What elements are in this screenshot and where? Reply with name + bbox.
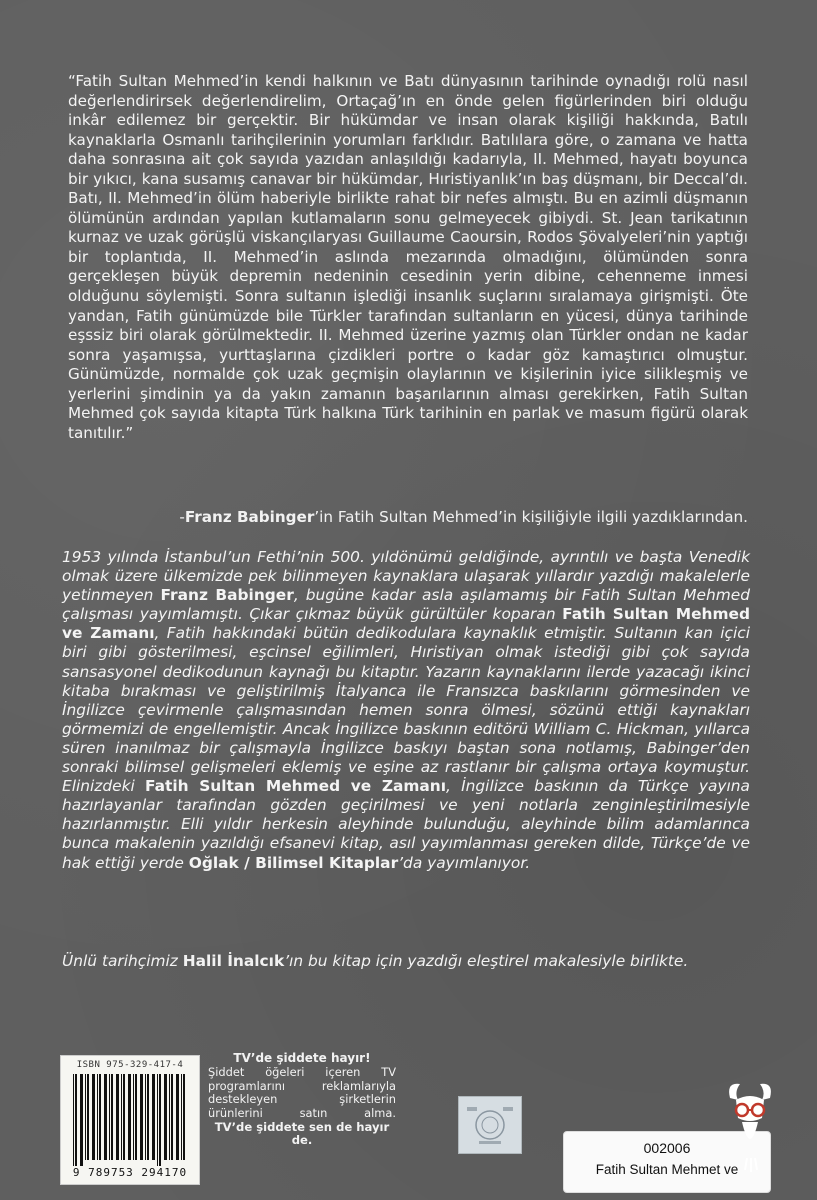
quote-attribution [68, 508, 748, 527]
description-publisher: Oğlak / Bilimsel Kitaplar [188, 853, 399, 872]
quote-source-rest: ’in Fatih Sultan Mehmed’in kişiliğiyle ilgili yazdıklarından. [314, 508, 748, 526]
book-description [62, 548, 750, 873]
tv-notice-title: TV’de şiddete hayır! [233, 1051, 371, 1065]
barcode-bar [147, 1074, 149, 1160]
barcode-bar [116, 1074, 119, 1160]
tv-notice-line: Şiddet öğeleri içeren TV [208, 1065, 396, 1080]
library-sticker-title: Fatih Sultan Mehmet ve [595, 1162, 739, 1177]
barcode-bar [181, 1074, 182, 1160]
barcode-bar [171, 1074, 173, 1160]
library-sticker-code: 002006 [643, 1140, 691, 1156]
barcode-bars-icon [71, 1074, 189, 1166]
note-historian: Halil İnalcık [182, 952, 285, 970]
description-text-2: , bugüne kadar asla aşılamamış bir Fatih Sultan Mehmed çalışması yayımlamıştı. Çıkar çıkmaz büyük gürültüler koparan [62, 586, 750, 624]
barcode-bar [75, 1074, 77, 1166]
barcode-bar [157, 1074, 158, 1166]
barcode-bar [85, 1074, 86, 1160]
barcode-bar [169, 1074, 170, 1160]
tv-notice-footer: TV’de şiddete sen de hayır de. [214, 1120, 390, 1148]
barcode-bar [73, 1074, 74, 1166]
barcode-bar [123, 1074, 125, 1160]
barcode-bar [183, 1074, 185, 1160]
back-cover-quote: “Fatih Sultan Mehmed’in kendi halkının ve Batı dünyasının tarihinde oynadığı rolü nasıl değerlendirirsek değerlendirelim, Ortaçağ’ın en önde gelen figürlerinden biri olduğu inkâr edilemez bir gerçektir. Bir hükümdar ve insan olarak kişiliği hakkında, Batılı kaynaklarla Osmanlı tarihçilerinin yorumları farklıdır. Batılılara göre, o zamana ve hatta daha sonrasına ait çok sayıda yazıdan anlaşıldığı kadarıyla, II. Mehmed, hayatı boyunca bir yıkıcı, kana susamış canavar bir hükümdar, Hıristiyanlık’ın baş düşmanı, bir Deccal’dı. Batı, II. Mehmed’in ölüm haberiyle birlikte rahat bir nefes almıştı. Bu en azimli düşmanın ölümünün ardından yapılan kutlamaların sonu gelmeyecek gibiydi. St. Jean tarikatının kurnaz ve uzak görüşlü viskançılaryası Guillaume Caoursin, Rodos Şövalyeleri’nin yaptığı bir toplantıda, II. Mehmed’in aslında mezarında olmadığını, ölümünden sonra gerçekleşen büyük depremin nedeninin cesedinin yerin dibine, cehenneme inmesi olduğunu söylemişti. Sonra sultanın işlediği insanlık suçlarını sıralamaya girişmişti. Öte yandan, Fatih günümüzde bile Türkler tarafından sultanların en yücesi, dünya tarihinde eşssiz biri olarak görülmektedir. II. Mehmed üzerine yazmış olan Türkler ondan ne kadar sonra yaşamışsa, yurttaşlarına çizdikleri portre o kadar göz kamaştırıcı olmuştur. Günümüzde, normalde çok uzak geçmişin olaylarının ve kişilerinin iyice silikleşmiş ve yerlerini şimdinin ya da yakın zamanın başarılarının alması gerekirken, Fatih Sultan Mehmed çok sayıda kitapta Türk halkına Türk tarihinin en parlak ve masum figürü olarak tanıtılır.” [68, 72, 748, 442]
barcode-bar [111, 1074, 113, 1160]
barcode-bar [133, 1074, 134, 1160]
barcode-bar [109, 1074, 110, 1160]
tv-notice-line: destekleyen şirketlerin [208, 1092, 396, 1107]
library-stamp [458, 1096, 522, 1154]
description-book-title-2: Fatih Sultan Mehmed ve Zamanı [145, 777, 447, 796]
barcode-bar [87, 1074, 89, 1160]
barcode-bar [80, 1074, 83, 1166]
description-author: Franz Babinger [160, 586, 294, 605]
barcode-bar [92, 1074, 95, 1160]
note-text-2: ’ın bu kitap için yazdığı eleştirel makalesiyle birlikte. [284, 952, 689, 970]
barcode-bar [152, 1074, 155, 1160]
closing-note [62, 952, 750, 971]
tv-notice-line: ürünlerini satın alma. [208, 1105, 396, 1120]
tv-notice-line: programlarını reklamlarıyla [208, 1078, 396, 1093]
library-stamp-icon [459, 1097, 521, 1153]
description-text-4: , İngilizce baskının da Türkçe yayına hazırlayanlar tarafından gözden geçirilmesi ve yeni notlarla zenginleştirilmesiyle hazırlanmıştır. Elli yıldır herkesin aleyhinde bulunduğu, aleyhinde bilim adamlarınca bunca makalenin yazıldığı efsanevi kitap, asıl yayımlanması gereken dilde, Türkçe’de ve hak ettiği yerde [62, 777, 750, 872]
description-text-1: 1953 yılında İstanbul’un Fethi’nin 500. yıldönümü geldiğinde, ayrıntılı ve başta Venedik olmak üzere ülkemizde pek bilinmeyen kaynaklara ulaşarak yıllardır yazdığı makalelerle yetinmeyen [62, 548, 750, 605]
barcode-digits: 9 789753 294170 [72, 1166, 188, 1179]
tv-violence-notice [208, 1052, 396, 1148]
barcode-bar [164, 1074, 167, 1160]
isbn-barcode [60, 1055, 200, 1185]
quote-source-author: Franz Babinger [184, 508, 315, 526]
barcode-bar [145, 1074, 146, 1160]
isbn-label: ISBN 975-329-417-4 [76, 1060, 184, 1070]
quote-source-prefix: - [179, 508, 185, 526]
barcode-bar [104, 1074, 107, 1160]
goat-head-logo-icon [720, 1078, 780, 1178]
description-text-3: , Fatih hakkındaki bütün dedikodulara kaynaklık etmiştir. Sultanın kan içici biri gibi gösterilmesi, eşcinsel eğilimleri, Hıristiyan olmak istediği gibi çok sayıda sansasyonel dedikodunun kaynağı bu kitaptır. Yazarın kaynaklarını ilerde yazacağı ikinci kitaba bırakması ve geliştirilmiş İtalyanca ile Fransızca baskılarını görmesinden ve İngilizce çevirmenle çalışmasından hemen sonra ölmesi, sözünü ettiği kaynakları görmemizi de engellemiştir. Ancak İngilizce baskının editörü William C. Hickman, yıllarca süren inanılmaz bir çalışmayla İngilizce baskıyı baştan sona notlamış, Babinger’den sonraki bilimsel gelişmeleri eklemiş ve eşine az rastlanır bir çalışma ortaya koymuştur. Elinizdeki [62, 624, 750, 796]
note-text-1: Ünlü tarihçimiz [62, 952, 183, 970]
barcode-bar [99, 1074, 101, 1160]
tv-notice-body [208, 1066, 396, 1120]
description-book-title-1: Fatih Sultan Mehmed ve Zamanı [62, 605, 750, 643]
barcode-bar [176, 1074, 179, 1160]
barcode-bar [140, 1074, 143, 1160]
barcode-bar [121, 1074, 122, 1160]
barcode-bar [128, 1074, 131, 1160]
description-text-5: ’da yayımlanıyor. [398, 853, 531, 872]
barcode-bar [135, 1074, 137, 1160]
barcode-bar [159, 1074, 161, 1166]
barcode-bar [97, 1074, 98, 1160]
